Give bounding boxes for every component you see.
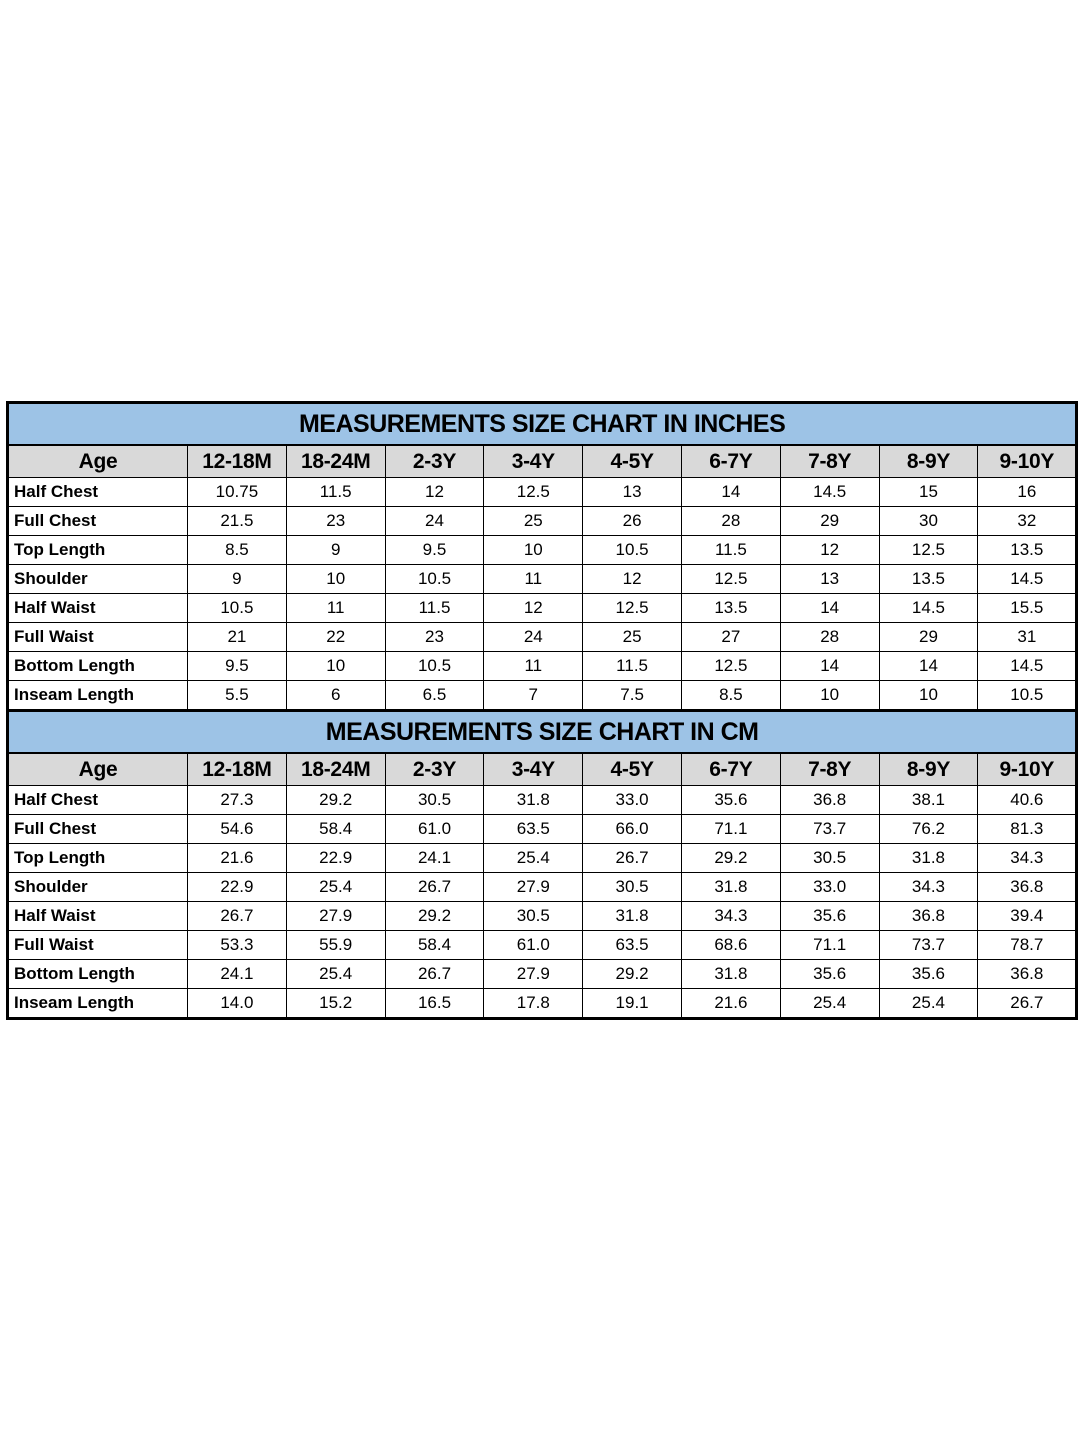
measurement-cell: 7.5 xyxy=(583,681,682,711)
row-label: Half Waist xyxy=(8,902,188,931)
size-header: 7-8Y xyxy=(780,445,879,478)
measurement-cell: 12.5 xyxy=(583,594,682,623)
row-label: Full Waist xyxy=(8,931,188,960)
measurement-cell: 11.5 xyxy=(286,478,385,507)
measurement-cell: 12 xyxy=(484,594,583,623)
measurement-cell: 26.7 xyxy=(385,873,484,902)
measurement-cell: 36.8 xyxy=(780,786,879,815)
measurement-cell: 6.5 xyxy=(385,681,484,711)
row-label: Half Waist xyxy=(8,594,188,623)
measurement-cell: 16 xyxy=(978,478,1077,507)
measurement-cell: 15.5 xyxy=(978,594,1077,623)
measurement-cell: 63.5 xyxy=(583,931,682,960)
measurement-cell: 24.1 xyxy=(385,844,484,873)
size-header: 2-3Y xyxy=(385,445,484,478)
measurement-cell: 31.8 xyxy=(879,844,978,873)
measurement-cell: 76.2 xyxy=(879,815,978,844)
measurement-cell: 25.4 xyxy=(286,873,385,902)
measurement-cell: 23 xyxy=(385,623,484,652)
row-label: Bottom Length xyxy=(8,652,188,681)
measurement-cell: 14.0 xyxy=(188,989,287,1019)
size-header: 12-18M xyxy=(188,753,287,786)
measurement-cell: 22 xyxy=(286,623,385,652)
measurement-cell: 12 xyxy=(385,478,484,507)
row-label: Half Chest xyxy=(8,478,188,507)
measurement-cell: 10.5 xyxy=(583,536,682,565)
age-header: Age xyxy=(8,445,188,478)
measurement-cell: 29 xyxy=(780,507,879,536)
measurement-cell: 30.5 xyxy=(385,786,484,815)
measurement-cell: 10 xyxy=(286,652,385,681)
measurement-cell: 30.5 xyxy=(484,902,583,931)
measurement-cell: 26.7 xyxy=(583,844,682,873)
measurement-cell: 12.5 xyxy=(681,565,780,594)
measurement-cell: 11.5 xyxy=(681,536,780,565)
measurement-cell: 26.7 xyxy=(188,902,287,931)
measurement-cell: 26.7 xyxy=(978,989,1077,1019)
measurement-cell: 36.8 xyxy=(978,960,1077,989)
measurement-cell: 21.6 xyxy=(188,844,287,873)
table-row xyxy=(8,902,1077,931)
measurement-cell: 14 xyxy=(879,652,978,681)
measurement-cell: 11 xyxy=(286,594,385,623)
measurement-cell: 9.5 xyxy=(385,536,484,565)
table-row xyxy=(8,960,1077,989)
measurement-cell: 16.5 xyxy=(385,989,484,1019)
measurement-cell: 25 xyxy=(583,623,682,652)
table-row xyxy=(8,873,1077,902)
measurement-cell: 27.9 xyxy=(484,873,583,902)
size-header: 9-10Y xyxy=(978,753,1077,786)
measurement-cell: 14 xyxy=(681,478,780,507)
measurement-cell: 28 xyxy=(681,507,780,536)
measurement-cell: 35.6 xyxy=(681,786,780,815)
measurement-cell: 27.9 xyxy=(286,902,385,931)
measurement-cell: 30.5 xyxy=(583,873,682,902)
measurement-cell: 15 xyxy=(879,478,978,507)
measurement-cell: 33.0 xyxy=(583,786,682,815)
measurement-cell: 12 xyxy=(583,565,682,594)
size-header: 12-18M xyxy=(188,445,287,478)
measurement-cell: 13 xyxy=(780,565,879,594)
table-row xyxy=(8,815,1077,844)
size-header: 18-24M xyxy=(286,445,385,478)
measurement-cell: 8.5 xyxy=(188,536,287,565)
size-header: 6-7Y xyxy=(681,445,780,478)
measurement-cell: 29.2 xyxy=(681,844,780,873)
age-header: Age xyxy=(8,753,188,786)
measurement-cell: 24 xyxy=(385,507,484,536)
row-label: Half Chest xyxy=(8,786,188,815)
table-row xyxy=(8,844,1077,873)
measurement-cell: 10.75 xyxy=(188,478,287,507)
size-header: 18-24M xyxy=(286,753,385,786)
table-row xyxy=(8,594,1077,623)
table-row xyxy=(8,786,1077,815)
measurement-cell: 13.5 xyxy=(978,536,1077,565)
measurement-cell: 63.5 xyxy=(484,815,583,844)
measurement-cell: 25.4 xyxy=(286,960,385,989)
size-chart-table xyxy=(6,401,1078,1020)
measurement-cell: 31.8 xyxy=(681,873,780,902)
row-label: Full Chest xyxy=(8,815,188,844)
size-header: 2-3Y xyxy=(385,753,484,786)
measurement-cell: 61.0 xyxy=(484,931,583,960)
measurement-cell: 26.7 xyxy=(385,960,484,989)
measurement-cell: 22.9 xyxy=(188,873,287,902)
measurement-cell: 13.5 xyxy=(879,565,978,594)
row-label: Top Length xyxy=(8,536,188,565)
size-header: 4-5Y xyxy=(583,753,682,786)
measurement-cell: 19.1 xyxy=(583,989,682,1019)
measurement-cell: 11.5 xyxy=(385,594,484,623)
measurement-cell: 29.2 xyxy=(385,902,484,931)
measurement-cell: 23 xyxy=(286,507,385,536)
measurement-cell: 32 xyxy=(978,507,1077,536)
measurement-cell: 13.5 xyxy=(681,594,780,623)
measurement-cell: 10.5 xyxy=(385,565,484,594)
size-chart xyxy=(6,401,1075,1020)
measurement-cell: 58.4 xyxy=(385,931,484,960)
measurement-cell: 34.3 xyxy=(681,902,780,931)
measurement-cell: 36.8 xyxy=(978,873,1077,902)
measurement-cell: 61.0 xyxy=(385,815,484,844)
chart-title: MEASUREMENTS SIZE CHART IN CM xyxy=(8,711,1077,754)
measurement-cell: 25.4 xyxy=(484,844,583,873)
row-label: Top Length xyxy=(8,844,188,873)
table-row xyxy=(8,931,1077,960)
measurement-cell: 9 xyxy=(286,536,385,565)
size-header-row xyxy=(8,753,1077,786)
measurement-cell: 73.7 xyxy=(780,815,879,844)
size-header-row xyxy=(8,445,1077,478)
measurement-cell: 31.8 xyxy=(681,960,780,989)
measurement-cell: 73.7 xyxy=(879,931,978,960)
measurement-cell: 35.6 xyxy=(780,902,879,931)
measurement-cell: 27.9 xyxy=(484,960,583,989)
table-row xyxy=(8,507,1077,536)
measurement-cell: 30 xyxy=(879,507,978,536)
measurement-cell: 14.5 xyxy=(780,478,879,507)
measurement-cell: 29.2 xyxy=(286,786,385,815)
measurement-cell: 21.6 xyxy=(681,989,780,1019)
measurement-cell: 5.5 xyxy=(188,681,287,711)
chart-title-row xyxy=(8,403,1077,446)
measurement-cell: 10 xyxy=(780,681,879,711)
chart-title: MEASUREMENTS SIZE CHART IN INCHES xyxy=(8,403,1077,446)
measurement-cell: 15.2 xyxy=(286,989,385,1019)
size-header: 9-10Y xyxy=(978,445,1077,478)
table-row xyxy=(8,623,1077,652)
measurement-cell: 12.5 xyxy=(879,536,978,565)
measurement-cell: 31 xyxy=(978,623,1077,652)
measurement-cell: 25.4 xyxy=(780,989,879,1019)
measurement-cell: 39.4 xyxy=(978,902,1077,931)
measurement-cell: 11 xyxy=(484,565,583,594)
measurement-cell: 14 xyxy=(780,652,879,681)
size-header: 7-8Y xyxy=(780,753,879,786)
measurement-cell: 53.3 xyxy=(188,931,287,960)
table-row xyxy=(8,681,1077,711)
measurement-cell: 66.0 xyxy=(583,815,682,844)
measurement-cell: 10 xyxy=(286,565,385,594)
measurement-cell: 33.0 xyxy=(780,873,879,902)
measurement-cell: 12.5 xyxy=(681,652,780,681)
measurement-cell: 58.4 xyxy=(286,815,385,844)
chart-title-row xyxy=(8,711,1077,754)
measurement-cell: 22.9 xyxy=(286,844,385,873)
table-row xyxy=(8,478,1077,507)
row-label: Bottom Length xyxy=(8,960,188,989)
row-label: Shoulder xyxy=(8,873,188,902)
measurement-cell: 10.5 xyxy=(385,652,484,681)
measurement-cell: 12 xyxy=(780,536,879,565)
measurement-cell: 9 xyxy=(188,565,287,594)
measurement-cell: 12.5 xyxy=(484,478,583,507)
row-label: Inseam Length xyxy=(8,681,188,711)
measurement-cell: 30.5 xyxy=(780,844,879,873)
measurement-cell: 24.1 xyxy=(188,960,287,989)
row-label: Full Waist xyxy=(8,623,188,652)
measurement-cell: 10.5 xyxy=(978,681,1077,711)
measurement-cell: 24 xyxy=(484,623,583,652)
measurement-cell: 10.5 xyxy=(188,594,287,623)
measurement-cell: 8.5 xyxy=(681,681,780,711)
measurement-cell: 27 xyxy=(681,623,780,652)
size-header: 8-9Y xyxy=(879,445,978,478)
measurement-cell: 10 xyxy=(879,681,978,711)
measurement-cell: 71.1 xyxy=(681,815,780,844)
size-header: 8-9Y xyxy=(879,753,978,786)
measurement-cell: 31.8 xyxy=(484,786,583,815)
measurement-cell: 35.6 xyxy=(780,960,879,989)
measurement-cell: 6 xyxy=(286,681,385,711)
measurement-cell: 14 xyxy=(780,594,879,623)
measurement-cell: 26 xyxy=(583,507,682,536)
size-header: 3-4Y xyxy=(484,445,583,478)
measurement-cell: 11.5 xyxy=(583,652,682,681)
measurement-cell: 68.6 xyxy=(681,931,780,960)
size-header: 4-5Y xyxy=(583,445,682,478)
measurement-cell: 28 xyxy=(780,623,879,652)
measurement-cell: 34.3 xyxy=(879,873,978,902)
measurement-cell: 17.8 xyxy=(484,989,583,1019)
measurement-cell: 55.9 xyxy=(286,931,385,960)
measurement-cell: 81.3 xyxy=(978,815,1077,844)
measurement-cell: 78.7 xyxy=(978,931,1077,960)
measurement-cell: 14.5 xyxy=(978,652,1077,681)
row-label: Full Chest xyxy=(8,507,188,536)
measurement-cell: 25.4 xyxy=(879,989,978,1019)
table-row xyxy=(8,989,1077,1019)
measurement-cell: 14.5 xyxy=(879,594,978,623)
size-header: 6-7Y xyxy=(681,753,780,786)
table-row xyxy=(8,652,1077,681)
measurement-cell: 14.5 xyxy=(978,565,1077,594)
measurement-cell: 21 xyxy=(188,623,287,652)
measurement-cell: 31.8 xyxy=(583,902,682,931)
measurement-cell: 34.3 xyxy=(978,844,1077,873)
measurement-cell: 36.8 xyxy=(879,902,978,931)
row-label: Inseam Length xyxy=(8,989,188,1019)
size-header: 3-4Y xyxy=(484,753,583,786)
measurement-cell: 35.6 xyxy=(879,960,978,989)
measurement-cell: 40.6 xyxy=(978,786,1077,815)
measurement-cell: 21.5 xyxy=(188,507,287,536)
measurement-cell: 38.1 xyxy=(879,786,978,815)
measurement-cell: 13 xyxy=(583,478,682,507)
row-label: Shoulder xyxy=(8,565,188,594)
measurement-cell: 7 xyxy=(484,681,583,711)
measurement-cell: 29.2 xyxy=(583,960,682,989)
measurement-cell: 10 xyxy=(484,536,583,565)
measurement-cell: 71.1 xyxy=(780,931,879,960)
measurement-cell: 29 xyxy=(879,623,978,652)
measurement-cell: 11 xyxy=(484,652,583,681)
measurement-cell: 27.3 xyxy=(188,786,287,815)
measurement-cell: 54.6 xyxy=(188,815,287,844)
table-row xyxy=(8,565,1077,594)
measurement-cell: 9.5 xyxy=(188,652,287,681)
table-row xyxy=(8,536,1077,565)
measurement-cell: 25 xyxy=(484,507,583,536)
